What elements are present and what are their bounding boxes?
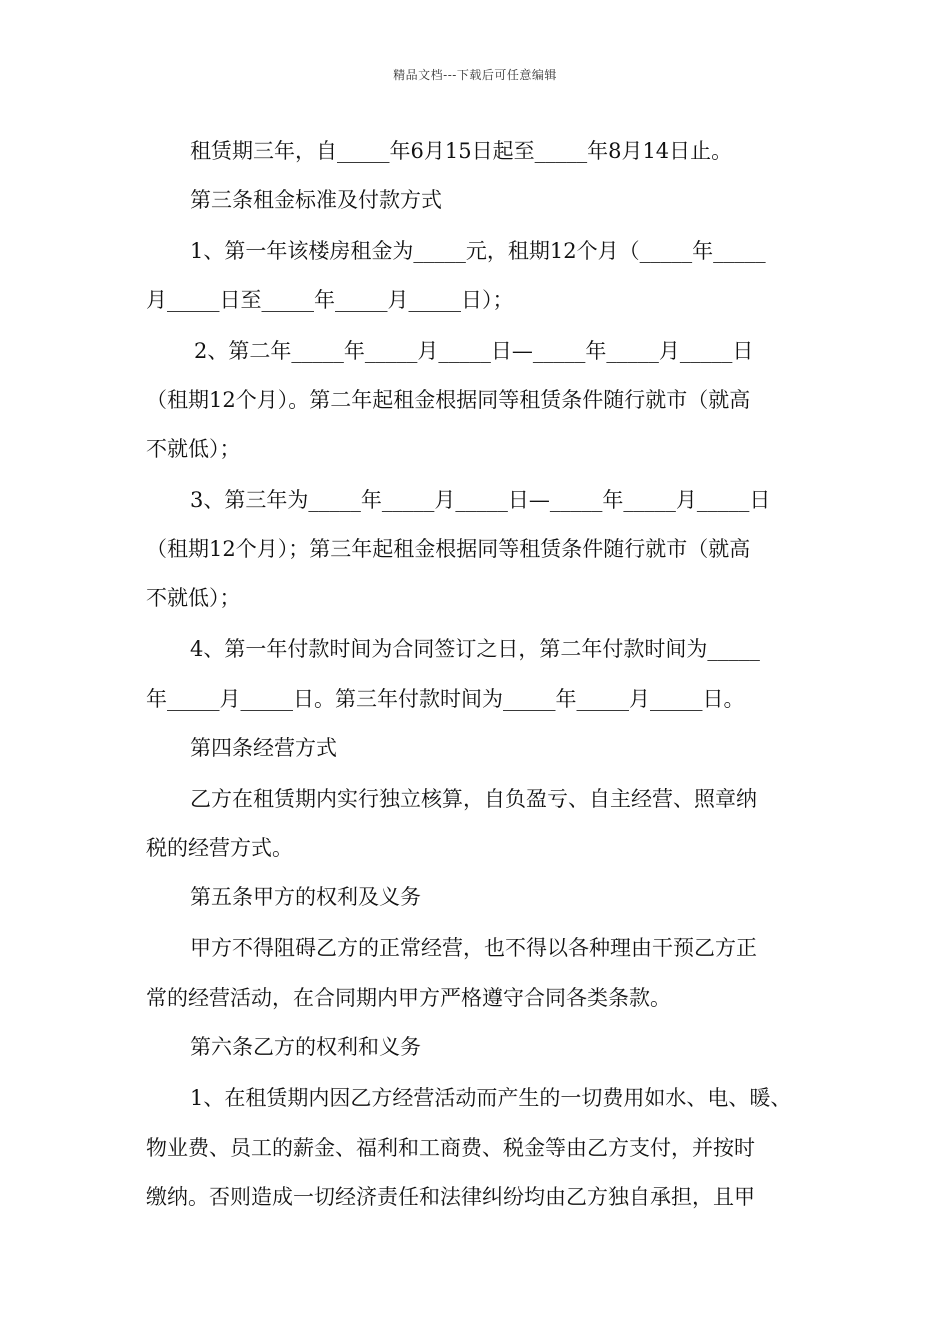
- page-header: 精品文档---下载后可任意编辑: [393, 68, 557, 82]
- party-b-duty-line-1: 1、在租赁期内因乙方经营活动而产生的一切费用如水、电、暖、: [190, 1086, 792, 1110]
- party-a-duty-line-2: 常的经营活动，在合同期内甲方严格遵守合同各类条款。: [146, 986, 671, 1010]
- operation-line-1: 乙方在租赁期内实行独立核算，自负盈亏、自主经营、照章纳: [190, 787, 757, 811]
- lease-term-line: 租赁期三年，自_____年6月15日起至_____年8月14日止。: [190, 139, 733, 163]
- rent-year-3-line-1: 3、第三年为_____年_____月_____日—_____年_____月_____日: [190, 488, 771, 512]
- payment-time-line-2: 年_____月_____日。第三年付款时间为_____年_____月_____日。: [146, 687, 745, 711]
- party-a-duty-line-1: 甲方不得阻碍乙方的正常经营，也不得以各种理由干预乙方正: [190, 936, 757, 960]
- rent-year-2-line-3: 不就低）；: [146, 437, 241, 461]
- article-3-heading: 第三条租金标准及付款方式: [190, 188, 442, 212]
- rent-year-2-line-2: （租期12个月）。第二年起租金根据同等租赁条件随行就市（就高: [146, 388, 751, 412]
- party-b-duty-line-2: 物业费、员工的薪金、福利和工商费、税金等由乙方支付，并按时: [146, 1136, 755, 1160]
- article-4-heading: 第四条经营方式: [190, 736, 337, 760]
- rent-year-3-line-3: 不就低）；: [146, 586, 241, 610]
- rent-year-2-line-1: 2、第二年_____年_____月_____日—_____年_____月_____日: [194, 339, 754, 363]
- article-6-heading: 第六条乙方的权利和义务: [190, 1035, 421, 1059]
- payment-time-line-1: 4、第一年付款时间为合同签订之日，第二年付款时间为_____: [190, 637, 760, 661]
- rent-year-3-line-2: （租期12个月）；第三年起租金根据同等租赁条件随行就市（就高: [146, 537, 751, 561]
- rent-year-1-line-2: 月_____日至_____年_____月_____日）；: [146, 288, 514, 312]
- article-5-heading: 第五条甲方的权利及义务: [190, 885, 421, 909]
- operation-line-2: 税的经营方式。: [146, 836, 293, 860]
- rent-year-1-line-1: 1、第一年该楼房租金为_____元，租期12个月（_____年_____: [190, 239, 766, 263]
- party-b-duty-line-3: 缴纳。否则造成一切经济责任和法律纠纷均由乙方独自承担，且甲: [146, 1185, 755, 1209]
